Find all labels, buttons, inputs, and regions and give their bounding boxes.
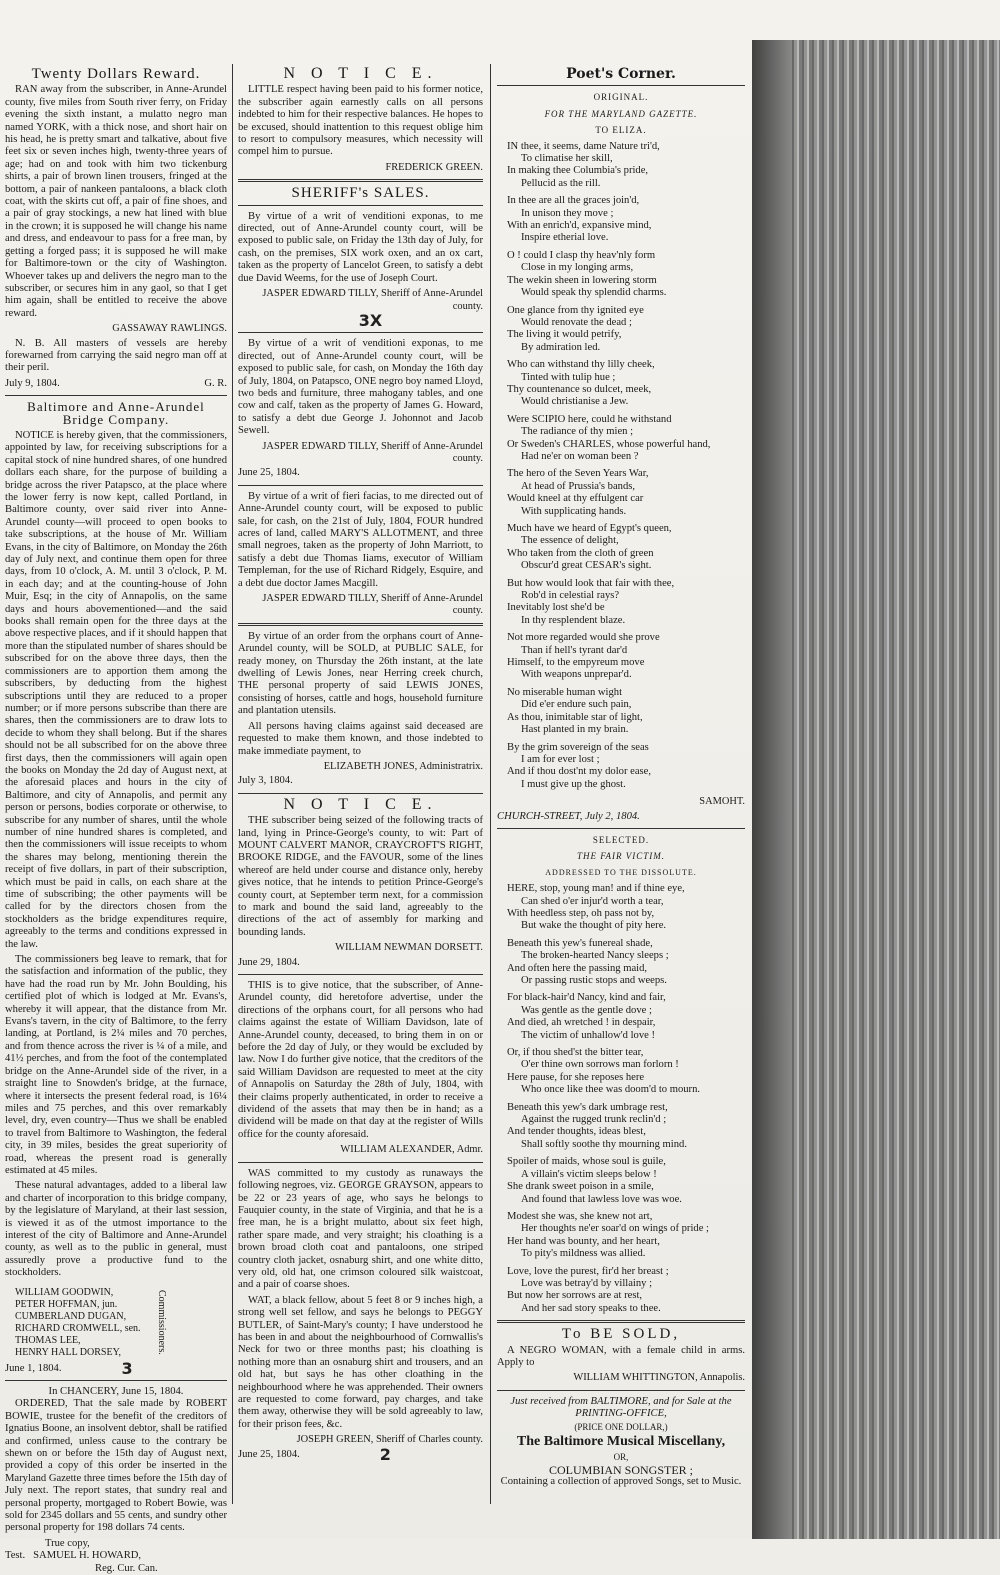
to-be-sold-signature: WILLIAM WHITTINGTON, Annapolis. bbox=[573, 1372, 745, 1384]
or-label: OR, bbox=[613, 1452, 629, 1463]
reward-initials: G. R. bbox=[204, 377, 227, 389]
poem-line: Would speak thy splendid charms. bbox=[521, 287, 667, 299]
bridge-date: June 1, 1804. bbox=[5, 1362, 62, 1374]
poem-line: And found that lawless love was woe. bbox=[521, 1193, 682, 1205]
commissioner-name: WILLIAM GOODWIN, bbox=[15, 1286, 114, 1298]
poem-stanza bbox=[507, 992, 745, 1042]
poem-line: Here pause, for she reposes here bbox=[507, 1071, 645, 1083]
commissioners-block bbox=[5, 1283, 227, 1363]
column-left bbox=[5, 68, 227, 1575]
poem-line: IN thee, it seems, dame Nature tri'd, bbox=[507, 140, 660, 152]
poem-line: Had ne'er on woman been ? bbox=[521, 450, 639, 462]
poem-line: Tinted with tulip hue ; bbox=[521, 371, 616, 383]
poem-line: With weapons unprepar'd. bbox=[521, 669, 632, 681]
orphans-court-claims: All persons having claims against said deceased are requested to make them known, and those indebted to make immediate payment, to bbox=[238, 720, 483, 757]
poem-line: And if thou dost'nt my dolor ease, bbox=[507, 766, 652, 778]
poem-line: In thy resplendent blaze. bbox=[521, 614, 626, 626]
handwritten-mark: 3X bbox=[358, 310, 383, 330]
poem-line: I must give up the ghost. bbox=[521, 778, 626, 790]
divider bbox=[238, 1162, 483, 1163]
poem-line: In thee are all the graces join'd, bbox=[507, 195, 640, 207]
poem-line: To climatise her skill, bbox=[521, 153, 613, 165]
poem-line: With heedless step, oh pass not by, bbox=[507, 907, 655, 919]
poem-line: In making thee Columbia's pride, bbox=[507, 165, 649, 177]
sale-date: June 25, 1804. bbox=[238, 467, 300, 479]
poem-line: With supplicating hands. bbox=[521, 505, 627, 517]
reward-nb: N. B. All masters of vessels are hereby forewarned from carrying the said negro man off at their peril. bbox=[5, 337, 227, 374]
notice-signature: WILLIAM NEWMAN DORSETT. bbox=[335, 942, 483, 954]
notice-body: THE subscriber being seized of the following tracts of land, lying in Prince-George's county, to wit: Part of MOUNT CALVERT MANOR, CRAYCROFT'S RIGHT, BROOKE RIDGE, and the FAVOUR, some of the lines whereof are held under course and distance only, hereby gives notice, that he intends to petition Prince-George's county court, at September term next, for a commission to mark and bound the said land, agreeably to the directions of the act of assembly for marking and bounding lands. bbox=[238, 815, 483, 938]
poem-line: Would christianise a Jew. bbox=[521, 396, 629, 408]
poem-stanza bbox=[507, 141, 745, 191]
selected-label: SELECTED. bbox=[592, 834, 650, 845]
poem-line: I am for ever lost ; bbox=[521, 753, 600, 765]
poem-line: One glance from thy ignited eye bbox=[507, 304, 644, 316]
poem-line: The living it would petrify, bbox=[507, 329, 622, 341]
poem-line: Love was betray'd by villainy ; bbox=[521, 1277, 653, 1289]
divider bbox=[238, 205, 483, 206]
poem-line: And tender thoughts, ideas blest, bbox=[507, 1126, 646, 1138]
poem-stanza bbox=[507, 742, 745, 792]
bridge-paragraph: These natural advantages, added to a liberal law and charter of incorporation to this bridge company, by the legislature of Maryland, at their last session, is viewed it as of the utmost importance to the interest of the city of Baltimore and Anne-Arundel county, as well as to the public in general, must assuredly prove a productive fund to the stockholders. bbox=[5, 1180, 227, 1279]
poem-line: But wake the thought of pity here. bbox=[521, 920, 667, 932]
commissioner-name: RICHARD CROMWELL, sen. bbox=[15, 1322, 141, 1334]
poem-stanza bbox=[507, 883, 745, 933]
poem-line: Who taken from the cloth of green bbox=[507, 547, 654, 559]
poem-line: By admiration led. bbox=[521, 341, 601, 353]
poem-stanza bbox=[507, 195, 745, 245]
chancery-signature: SAMUEL H. HOWARD, bbox=[33, 1550, 142, 1562]
poem-line: Beneath this yew's dark umbrage rest, bbox=[507, 1101, 668, 1113]
divider bbox=[497, 85, 745, 86]
poem-line: Inspire etherial love. bbox=[521, 232, 609, 244]
poem-line: The broken-hearted Nancy sleeps ; bbox=[521, 950, 669, 962]
poem-title: THE FAIR VICTIM. bbox=[576, 851, 666, 862]
poem-line: Against the rugged trunk reclin'd ; bbox=[521, 1114, 667, 1126]
divider bbox=[238, 974, 483, 975]
poem-line: The victim of unhallow'd love ! bbox=[521, 1029, 656, 1041]
bridge-title: Baltimore and Anne-Arundel Bridge Company. bbox=[27, 399, 205, 427]
poem-stanza bbox=[507, 523, 745, 573]
reward-dateline bbox=[5, 378, 227, 390]
runaway-signature: JOSEPH GREEN, Sheriff of Charles county. bbox=[296, 1434, 483, 1446]
poem-to-eliza bbox=[497, 141, 745, 792]
poem-line: Much have we heard of Egypt's queen, bbox=[507, 523, 672, 534]
poem-line: No miserable human wight bbox=[507, 686, 623, 698]
poem-stanza bbox=[507, 1266, 745, 1316]
divider bbox=[497, 828, 745, 829]
poem-stanza bbox=[507, 468, 745, 518]
poem-stanza bbox=[507, 250, 745, 300]
poem-line: Spoiler of maids, whose soul is guile, bbox=[507, 1156, 666, 1168]
poem-line: Himself, to the empyreum move bbox=[507, 657, 645, 669]
sheriff-signature: JASPER EDWARD TILLY, Sheriff of Anne-Arundel county. bbox=[262, 288, 483, 312]
poem-line: Close in my longing arms, bbox=[521, 262, 634, 274]
chancery-test: Test. bbox=[5, 1550, 26, 1562]
poem-stanza bbox=[507, 938, 745, 988]
poem-line: By the grim sovereign of the seas bbox=[507, 741, 649, 753]
poem-line: And her sad story speaks to thee. bbox=[521, 1302, 661, 1314]
poem-line: Or, if thou shed'st the bitter tear, bbox=[507, 1047, 644, 1059]
just-received: Just received from BALTIMORE, and for Sale at the PRINTING-OFFICE, bbox=[510, 1395, 732, 1420]
orphans-signature: ELIZABETH JONES, Administratrix. bbox=[323, 760, 483, 772]
handwritten-mark: 3 bbox=[121, 1358, 133, 1378]
poem-place-date: CHURCH-STREET, July 2, 1804. bbox=[497, 810, 640, 822]
poem-line: O ! could I clasp thy heav'nly form bbox=[507, 249, 656, 261]
reward-signature: GASSAWAY RAWLINGS. bbox=[112, 323, 227, 335]
poem-line: In unison they move ; bbox=[521, 207, 614, 219]
poem-line: The radiance of thy mien ; bbox=[521, 426, 634, 438]
poem-line: But now her sorrows are at rest, bbox=[507, 1290, 643, 1302]
original-label: ORIGINAL. bbox=[593, 92, 649, 103]
to-be-sold-body: A NEGRO WOMAN, with a female child in arms. Apply to bbox=[497, 1344, 745, 1368]
bridge-paragraph: NOTICE is hereby given, that the commissioners, appointed by law, for receiving subscriptions for a capital stock of nine hundred shares, of one hundred dollars each share, for the purpose of building a bridge across the river Patapsco, at the place where the lower ferry is now kept, called Portland, in Baltimore county, over said river into Anne-Arundel county—will proceed to open books to take subscriptions, at the house of Mr. William Evans, in the city of Baltimore, on Monday the 26th day of July next, and continue them open for three days, from 10 o'clock, A. M. until 3 o'clock, P. M. in each day; and at the counting-house of John Muir, Esq; in the city of Annapolis, on the same days and hours abovementioned—and the said books shall remain open for the three days at the above respective places, and if it should happen that more than the stipulated number of shares should be subscribed for on the above three days, then the commissioners are to apportion them among the subscribers, by deducting from the highest subscriptions until they are reduced to a proper number; or if more persons subscribe than there are shares, then the commissioners are to draw lots to decide to whom they shall belong. But if the shares should not be all subscribed for on the above three first days, then the commissioners will again open the books on Monday the 2d day of August next, at the aforesaid places and hours in the city of Baltimore, and city of Annapolis, and permit any person or persons, bodies corporate or otherwise, to subscribe for any number of shares, until the whole number of nine hundred shares is completed, and then the commissioners will issue receipts to whom the shares may belong, mentioning therein the receipt of five dollars, in part of their subscription, which must be paid in calls, on each share at the time of subscribing; the other payments will be called for by the directors chosen from the stockholders as the bridge expenditures require, agreeably to the terms and conditions expressed in the law. bbox=[5, 429, 227, 950]
poem-line: At head of Prussia's bands, bbox=[521, 480, 636, 492]
book-spine bbox=[752, 40, 1000, 1539]
poem-dedication: ADDRESSED TO THE DISSOLUTE. bbox=[545, 867, 697, 877]
poem-line: Inevitably lost she'd be bbox=[507, 602, 605, 614]
to-be-sold-title: To BE SOLD, bbox=[561, 1326, 681, 1343]
poem-stanza bbox=[507, 1102, 745, 1152]
poem-line: And often here the passing maid, bbox=[507, 962, 648, 974]
poem-line: HERE, stop, young man! and if thine eye, bbox=[507, 883, 685, 895]
chancery-office: Reg. Cur. Can. bbox=[95, 1562, 158, 1574]
divider bbox=[238, 793, 483, 794]
poets-corner-title: Poet's Corner. bbox=[566, 66, 676, 82]
poem-stanza bbox=[507, 359, 745, 409]
chancery-signature-line bbox=[5, 1550, 227, 1562]
commissioners-list bbox=[15, 1287, 141, 1359]
gazette-label: FOR THE MARYLAND GAZETTE. bbox=[544, 108, 698, 119]
divider bbox=[497, 1390, 745, 1391]
poem-line: Or Sweden's CHARLES, whose powerful hand, bbox=[507, 438, 711, 450]
poem-line: For black-hair'd Nancy, kind and fair, bbox=[507, 992, 666, 1004]
poem-line: And died, ah wretched ! in despair, bbox=[507, 1017, 656, 1029]
poem-stanza bbox=[507, 1047, 745, 1097]
poem-author: SAMOHT. bbox=[699, 796, 745, 808]
commissioners-label: Commissioners. bbox=[155, 1290, 167, 1355]
poem-fair-victim bbox=[497, 883, 745, 1315]
bridge-dateline bbox=[5, 1358, 227, 1378]
poem-line: Who once like thee was doom'd to mourn. bbox=[521, 1084, 701, 1096]
divider bbox=[238, 179, 483, 182]
poem-line: Obscur'd great CESAR's sight. bbox=[521, 560, 652, 572]
poem-title: TO ELIZA. bbox=[595, 125, 647, 136]
poem-line: Shall softly soothe thy mourning mind. bbox=[521, 1138, 687, 1150]
poem-stanza bbox=[507, 632, 745, 682]
chancery-title: In CHANCERY, June 15, 1804. bbox=[48, 1386, 184, 1397]
column-right bbox=[497, 68, 745, 1489]
poem-stanza bbox=[507, 687, 745, 737]
poem-line: Than if hell's tyrant dar'd bbox=[521, 644, 628, 656]
runaway-date: June 25, 1804. bbox=[238, 1448, 300, 1460]
divider bbox=[238, 332, 483, 333]
poem-line: The essence of delight, bbox=[521, 535, 619, 547]
sheriff-title: SHERIFF's SALES. bbox=[291, 185, 430, 202]
poem-line: Love, love the purest, fir'd her breast ; bbox=[507, 1265, 669, 1277]
poem-line: Pellucid as the rill. bbox=[521, 177, 601, 189]
notice-date: June 29, 1804. bbox=[238, 956, 300, 968]
poem-line: Hast planted in my brain. bbox=[521, 724, 629, 736]
column-rule bbox=[232, 64, 233, 1504]
poem-line: Or passing rustic stops and weeps. bbox=[521, 975, 667, 986]
poem-stanza bbox=[507, 1156, 745, 1206]
poem-line: Would renovate the dead ; bbox=[521, 316, 632, 328]
poem-line: Beneath this yew's funereal shade, bbox=[507, 937, 653, 949]
poem-stanza bbox=[507, 1211, 745, 1261]
handwritten-mark: 2 bbox=[379, 1444, 391, 1464]
poem-stanza bbox=[507, 414, 745, 464]
poem-line: With an enrich'd, expansive mind, bbox=[507, 220, 652, 232]
price: (PRICE ONE DOLLAR,) bbox=[574, 1421, 668, 1432]
notice-signature: WILLIAM ALEXANDER, Admr. bbox=[340, 1144, 483, 1156]
chancery-body: ORDERED, That the sale made by ROBERT BOWIE, trustee for the benefit of the creditors of Ignatius Boone, an insolvent debtor, shall be ratified and confirmed, unless cause to the contrary be shewn on or before the 15th day of August next, provided a copy of this order be inserted in the Maryland Gazette three times before the 15th day of July next. The report states, that sundry real and personal property, mortgaged to Robert Bowie, was sold for 2345 dollars and 55 cents, and sundry other personal property for 198 dollars 74 cents. bbox=[5, 1398, 227, 1534]
orphans-date: July 3, 1804. bbox=[238, 775, 293, 787]
column-middle bbox=[238, 65, 483, 1464]
poem-line: Her hand was bounty, and her heart, bbox=[507, 1235, 660, 1247]
poem-line: Modest she was, she knew not art, bbox=[507, 1210, 653, 1222]
sheriff-sale-1: By virtue of a writ of venditioni exponas, to me directed, out of Anne-Arundel county court, will be exposed to public sale, on Friday the 13th day of July, for cash, on the premises, SIX work oxen, and an ox cart, taken as the property of Lancelot Green, to satisfy a debt due David Weems, for the use of Joseph Court. bbox=[238, 210, 483, 284]
runaway-notice: WAT, a black fellow, about 5 feet 8 or 9 inches high, a strong well set fellow, and says he belongs to PEGGY BUTLER, of Saint-Mary's county; I have understood he has been in and about the neighbourhood of Cornwallis's Neck for two or three months past; his cloathing is nothing more than an osnaburg shirt and trousers, and an old hat, but says he has other cloathing in the neighbourhood where he was apprehended. Their owners are requested to come forward, pay charges, and take them away, otherwise they will be sold agreeably to law, for their prison fees, &c. bbox=[238, 1294, 483, 1430]
poem-line: To pity's mildness was allied. bbox=[521, 1248, 646, 1260]
poem-line: Did e'er endure such pain, bbox=[521, 699, 632, 711]
commissioner-name: HENRY HALL DORSEY, bbox=[15, 1346, 122, 1358]
divider bbox=[497, 1320, 745, 1323]
notice-signature: FREDERICK GREEN. bbox=[385, 161, 483, 173]
poem-stanza bbox=[507, 578, 745, 628]
runaway-notice: WAS committed to my custody as runaways the following negroes, viz. GEORGE GRAYSON, appears to be 22 or 23 years of age, who says he belongs to Fauquier county, in the state of Virginia, and that he is a free man, he is a bright mulatto, about six feet high, rather spare made, and very straight; his cloathing is a brown broad cloth coat and pantaloons, one striped country cloth jacket, osnaburg shirt, and one white ditto, very old, old hat, one crimson coloured silk waistcoat, and a pair of coarse shoes. bbox=[238, 1167, 483, 1291]
poem-line: Rob'd in celestial rays? bbox=[521, 590, 620, 602]
commissioner-name: CUMBERLAND DUGAN, bbox=[15, 1310, 127, 1322]
poem-line: Thy countenance so dulcet, meek, bbox=[507, 383, 652, 395]
poem-line: But how would look that fair with thee, bbox=[507, 577, 675, 589]
runaway-dateline bbox=[238, 1444, 483, 1464]
divider bbox=[5, 1380, 227, 1381]
sheriff-signature: JASPER EDWARD TILLY, Sheriff of Anne-Arundel county. bbox=[262, 593, 483, 617]
commissioner-name: PETER HOFFMAN, jun. bbox=[15, 1298, 118, 1310]
commissioner-name: THOMAS LEE, bbox=[15, 1334, 81, 1346]
orphans-court-notice: By virtue of an order from the orphans court of Anne-Arundel county, will be SOLD, at PUBLIC SALE, for ready money, on Thursday the 26th instant, at the late dwelling of Lewis Jones, near Herring creek church, THE personal property of said LEWIS JONES, consisting of horses, cattle and hogs, household furniture and plantation utensils. bbox=[238, 630, 483, 717]
book-description: Containing a collection of approved Songs, set to Music. bbox=[500, 1476, 742, 1488]
poem-line: Not more regarded would she prove bbox=[507, 632, 660, 644]
reward-body: RAN away from the subscriber, in Anne-Arundel county, five miles from South river ferry, on Friday evening the sixth instant, a mulatto negro man named YORK, with a thick nose, and short hair on his head, he is pretty smart and talkative, about five feet six or seven inches high, twenty-three years of age; had on and took with him two tickenburg shirts, a pair of brown linen trousers, fringed at the bottom, a pair of nankeen pantaloons, a black cloth coat, with the skirts cut off, a pair of fine shoes, and a pair of gray stockings, a new hat lined with blue in the crown; it is supposed he will change his name and dress, and endeavour to pass for a free man, by getting a forged pass; it is supposed he will make for Baltimore-town or the city of Washington. Whoever takes up and delivers the negro man to the subscriber, or secures him in any gaol, so that I get him again, shall be entitled to receive the above reward. bbox=[5, 84, 227, 319]
sheriff-sale-3: By virtue of a writ of fieri facias, to me directed out of Anne-Arundel county court, will be exposed to public sale, for cash, on the 21st of July, 1804, FOUR hundred acres of land, called MARY'S ALLOTMENT, and three small negroes, taken as the property of John Marriott, to satisfy a debt due Thomas Iiams, executor of William Templeman, for the use of Richard Ridgely, Esquire, and a debt due doctor James Macgill. bbox=[238, 490, 483, 589]
poem-line: Would kneel at thy effulgent car bbox=[507, 493, 644, 505]
divider bbox=[238, 623, 483, 626]
divider bbox=[5, 395, 227, 396]
poem-line: Were SCIPIO here, could he withstand bbox=[507, 413, 672, 425]
poem-line: The wekin sheen in lowering storm bbox=[507, 274, 657, 286]
divider bbox=[238, 485, 483, 486]
sheriff-sale-2: By virtue of a writ of venditioni exponas, to me directed, out of Anne-Arundel county court, will be exposed to public sale, for cash, on Monday the 16th day of July, 1804, on Patapsco, ONE negro boy named Lloyd, two beds and furniture, three mahogany tables, and one cow and calf, taken as the property of James G. Howard, to satisfy a debt due George J. Johonnot and Jacob Sewell. bbox=[238, 338, 483, 437]
poem-line: As thou, inimitable star of light, bbox=[507, 711, 643, 723]
notice-body: THIS is to give notice, that the subscriber, of Anne-Arundel county, did heretofore advertise, under the directions of the orphans court, for all persons who had claims against the estate of William Davidson, late of Anne-Arundel county, deceased, to bring them in on or before the 2d day of July, or they would be excluded by law. Now I do further give notice, that the creditors of the said William Davidson are requested to meet at the city of Annapolis on Saturday the 28th of July, 1804, with their claims properly authenticated, in order to receive a dividend of the assets that may then be in hand; as a dividend will be made on that day at the register of Wills office for the county aforesaid. bbox=[238, 980, 483, 1140]
poem-line: She drank sweet poison in a smile, bbox=[507, 1181, 654, 1193]
poem-line: A villain's victim sleeps below ! bbox=[521, 1168, 657, 1180]
notice-body: LITTLE respect having been paid to his former notice, the subscriber again earnestly calls on all persons indebted to him for their respective balances. He hopes to be excused, should inattention to this request oblige him to resort to compulsory measures, which necessity will compel him to pursue. bbox=[238, 84, 483, 158]
poem-line: Who can withstand thy lilly cheek, bbox=[507, 359, 655, 371]
notice-title: N O T I C E. bbox=[283, 65, 438, 82]
book-subtitle: COLUMBIAN SONGSTER ; bbox=[548, 1462, 693, 1477]
sheriff-signature: JASPER EDWARD TILLY, Sheriff of Anne-Arundel county. bbox=[262, 440, 483, 464]
poem-line: Was gentle as the gentle dove ; bbox=[521, 1004, 652, 1016]
poem-stanza bbox=[507, 305, 745, 355]
reward-date: July 9, 1804. bbox=[5, 377, 60, 389]
poem-line: The hero of the Seven Years War, bbox=[507, 468, 649, 480]
chancery-true-copy: True copy, bbox=[45, 1537, 90, 1549]
notice-title: N O T I C E. bbox=[283, 795, 438, 813]
column-rule bbox=[490, 64, 491, 1504]
book-title: The Baltimore Musical Miscellany, bbox=[516, 1434, 726, 1449]
reward-title: Twenty Dollars Reward. bbox=[31, 66, 201, 82]
bridge-paragraph: The commissioners beg leave to remark, that for the satisfaction and information of the public, they have had the road run by Mr. John Boulding, his certified plot of which is lodged at Mr. Evans's, whereby it will appear, that the distance from Mr. Evans's tavern, in the city of Baltimore, to the ferry landing, at Portland, is 2¼ miles and 70 perches, and from thence across the river is ¼ of a mile, and 41½ perches, and from the foot of the contemplated bridge on the Anne-Arundel side of the river, in a straight line to Snowden's bridge, at the furnace, where it intersects the present federal road, is 16¼ miles and 75 perches, and this over remarkably level, dry, even country—Thus we shall be enabled to travel from Baltimore to Washington, the federal city, in 39 miles, besides the great superiority of road, whereas the present road is generally estimated at 45 miles. bbox=[5, 954, 227, 1176]
poem-line: Can shed o'er injur'd worth a tear, bbox=[521, 895, 664, 907]
poem-line: O'er thine own sorrows man forlorn ! bbox=[521, 1059, 679, 1071]
poem-line: Her thoughts ne'er soar'd on wings of pride ; bbox=[521, 1223, 709, 1235]
